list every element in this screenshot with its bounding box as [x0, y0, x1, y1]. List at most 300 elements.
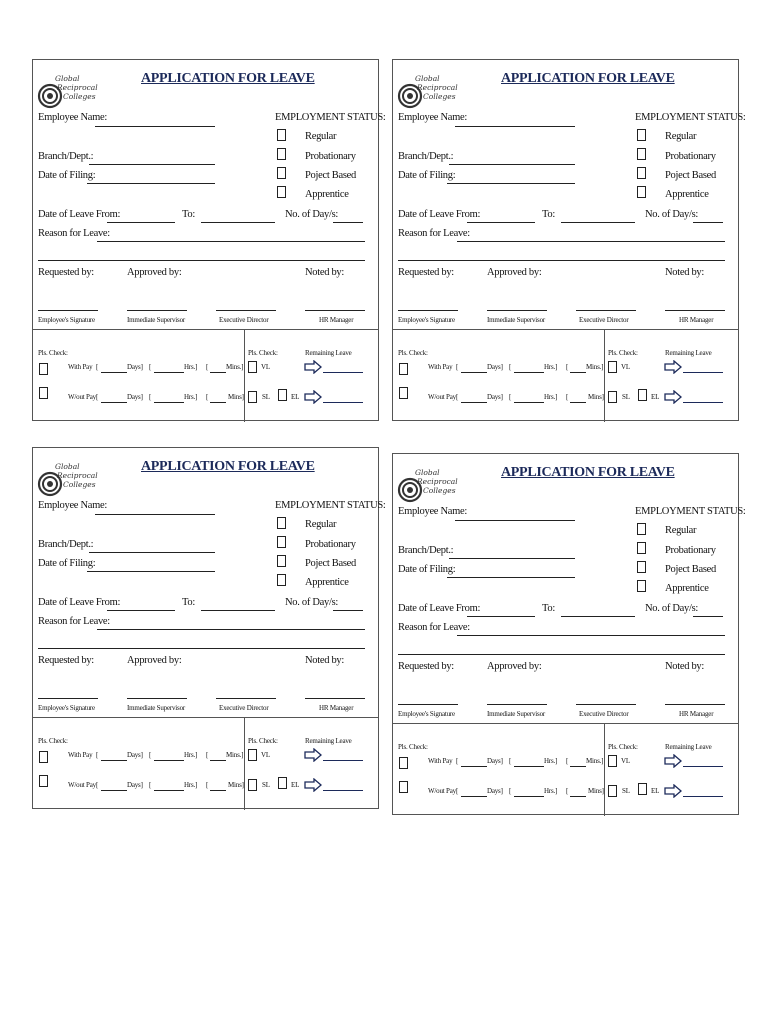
- leave-from-field[interactable]: [107, 610, 175, 611]
- wout-pay-checkbox[interactable]: [399, 781, 408, 793]
- wout-hrs-label: Hrs.]: [184, 393, 198, 401]
- status-probationary-label: Probationary: [305, 151, 356, 162]
- apprentice-checkbox[interactable]: [277, 186, 286, 198]
- remaining-leave-label: Remaining Leave: [305, 737, 352, 745]
- hr-signature-line[interactable]: [305, 698, 365, 699]
- remaining-sl-el-field[interactable]: [323, 790, 363, 791]
- mins-label: Mins.]: [586, 757, 604, 765]
- branch-dept-label: Branch/Dept.:: [38, 151, 94, 162]
- date-of-filing-field[interactable]: [87, 571, 215, 572]
- date-of-leave-from-label: Date of Leave From:: [38, 209, 121, 220]
- status-apprentice-label: Apprentice: [665, 583, 709, 594]
- branch-dept-field[interactable]: [449, 558, 575, 559]
- logo-line-2: Reciprocal: [57, 83, 98, 92]
- project-based-checkbox[interactable]: [277, 167, 286, 179]
- wout-hrs-label: Hrs.]: [544, 393, 558, 401]
- form-title: APPLICATION FOR LEAVE: [501, 71, 675, 86]
- supervisor-caption: Immediate Supervisor: [127, 704, 186, 712]
- status-probationary-label: Probationary: [665, 545, 716, 556]
- reason-field-line-2[interactable]: [398, 260, 725, 261]
- wout-pay-mins-field[interactable]: [210, 790, 226, 791]
- no-of-days-field[interactable]: [333, 222, 363, 223]
- employment-status-label: EMPLOYMENT STATUS:: [275, 112, 386, 123]
- college-logo: [37, 462, 97, 502]
- employee-name-label: Employee Name:: [398, 112, 467, 123]
- with-pay-hrs-bracket: [: [509, 363, 512, 371]
- employee-signature-line[interactable]: [38, 310, 98, 311]
- vl-checkbox[interactable]: [248, 749, 257, 761]
- probationary-checkbox[interactable]: [277, 148, 286, 160]
- wout-pay-label: W/out Pay[: [68, 781, 99, 789]
- to-label: To:: [182, 209, 195, 220]
- reason-field-line-1[interactable]: [97, 629, 365, 630]
- leave-form-bottom-left: [32, 447, 386, 809]
- right-arrow-icon: [304, 360, 322, 374]
- hr-manager-caption: HR Manager: [319, 316, 354, 324]
- days-label: Days]: [127, 363, 143, 371]
- section-divider: [393, 329, 738, 330]
- status-apprentice-label: Apprentice: [305, 189, 349, 200]
- date-of-leave-from-label: Date of Leave From:: [38, 597, 121, 608]
- requested-by-label: Requested by:: [398, 267, 454, 278]
- branch-dept-label: Branch/Dept.:: [38, 539, 94, 550]
- noted-by-label: Noted by:: [665, 267, 705, 278]
- branch-dept-label: Branch/Dept.:: [398, 545, 454, 556]
- right-arrow-icon: [664, 784, 682, 798]
- right-arrow-icon: [664, 390, 682, 404]
- director-caption: Executive Director: [219, 704, 269, 712]
- leave-from-field[interactable]: [467, 616, 535, 617]
- with-pay-checkbox[interactable]: [39, 751, 48, 763]
- with-pay-mins-bracket: [: [566, 757, 569, 765]
- leave-to-field[interactable]: [561, 222, 635, 223]
- no-of-days-label: No. of Day/s:: [645, 209, 698, 220]
- employee-signature-line[interactable]: [38, 698, 98, 699]
- with-pay-checkbox[interactable]: [39, 363, 48, 375]
- logo-line-3: Colleges: [423, 486, 456, 495]
- right-arrow-icon: [304, 390, 322, 404]
- with-pay-mins-field[interactable]: [570, 372, 586, 373]
- with-pay-mins-bracket: [: [566, 363, 569, 371]
- supervisor-signature-line[interactable]: [127, 698, 187, 699]
- probationary-checkbox[interactable]: [277, 536, 286, 548]
- wout-pay-days-field[interactable]: [461, 402, 487, 403]
- logo-line-1: Global: [415, 74, 440, 83]
- reason-field-line-2[interactable]: [398, 654, 725, 655]
- pls-check-label: Pls. Check:: [38, 737, 68, 745]
- reason-field-line-1[interactable]: [457, 635, 725, 636]
- college-logo: [397, 74, 457, 114]
- status-regular-label: Regular: [665, 525, 697, 536]
- with-pay-days-field[interactable]: [461, 372, 487, 373]
- employee-signature-caption: Employee's Signature: [398, 316, 455, 324]
- wout-days-label: Days]: [127, 781, 143, 789]
- with-pay-mins-field[interactable]: [570, 766, 586, 767]
- remaining-leave-label: Remaining Leave: [665, 743, 712, 751]
- form-title: APPLICATION FOR LEAVE: [141, 71, 315, 86]
- regular-checkbox[interactable]: [637, 523, 646, 535]
- with-pay-label: With Pay: [68, 751, 93, 759]
- section-divider: [393, 723, 738, 724]
- sl-label: SL: [262, 781, 270, 789]
- with-pay-hrs-field[interactable]: [154, 372, 184, 373]
- wout-hrs-label: Hrs.]: [544, 787, 558, 795]
- with-pay-mins-bracket: [: [206, 751, 209, 759]
- wout-pay-mins-bracket: [: [566, 393, 569, 401]
- pls-check-2-label: Pls. Check:: [248, 737, 278, 745]
- regular-checkbox[interactable]: [277, 129, 286, 141]
- form-title: APPLICATION FOR LEAVE: [501, 465, 675, 480]
- sl-label: SL: [622, 393, 630, 401]
- no-of-days-label: No. of Day/s:: [645, 603, 698, 614]
- regular-checkbox[interactable]: [277, 517, 286, 529]
- with-pay-hrs-field[interactable]: [514, 372, 544, 373]
- apprentice-checkbox[interactable]: [277, 574, 286, 586]
- vl-checkbox[interactable]: [248, 361, 257, 373]
- vl-checkbox[interactable]: [608, 755, 617, 767]
- wout-pay-hrs-field[interactable]: [154, 790, 184, 791]
- noted-by-label: Noted by:: [665, 661, 705, 672]
- remaining-vl-field[interactable]: [323, 372, 363, 373]
- approved-by-label: Approved by:: [487, 267, 542, 278]
- college-logo: [397, 468, 457, 508]
- with-pay-hrs-field[interactable]: [514, 766, 544, 767]
- to-label: To:: [542, 603, 555, 614]
- supervisor-caption: Immediate Supervisor: [487, 316, 546, 324]
- wout-pay-hrs-field[interactable]: [154, 402, 184, 403]
- wout-pay-mins-bracket: [: [566, 787, 569, 795]
- regular-checkbox[interactable]: [637, 129, 646, 141]
- sl-checkbox[interactable]: [248, 391, 257, 403]
- date-of-filing-field[interactable]: [447, 577, 575, 578]
- supervisor-signature-line[interactable]: [127, 310, 187, 311]
- wout-pay-mins-field[interactable]: [570, 402, 586, 403]
- employee-signature-caption: Employee's Signature: [38, 316, 95, 324]
- remaining-sl-el-field[interactable]: [683, 402, 723, 403]
- branch-dept-field[interactable]: [89, 164, 215, 165]
- leave-form-bottom-right: [392, 453, 746, 815]
- with-pay-days-field[interactable]: [461, 766, 487, 767]
- status-regular-label: Regular: [305, 519, 337, 530]
- hr-signature-line[interactable]: [665, 310, 725, 311]
- status-probationary-label: Probationary: [305, 539, 356, 550]
- date-of-filing-field[interactable]: [87, 183, 215, 184]
- with-pay-days-field[interactable]: [101, 760, 127, 761]
- with-pay-mins-field[interactable]: [210, 760, 226, 761]
- pls-check-2-label: Pls. Check:: [608, 349, 638, 357]
- hr-manager-caption: HR Manager: [319, 704, 354, 712]
- date-of-filing-label: Date of Filing:: [398, 564, 456, 575]
- noted-by-label: Noted by:: [305, 267, 345, 278]
- reason-field-line-2[interactable]: [38, 260, 365, 261]
- leave-to-field[interactable]: [201, 610, 275, 611]
- remaining-vl-field[interactable]: [323, 760, 363, 761]
- with-pay-days-bracket: [: [96, 751, 99, 759]
- approved-by-label: Approved by:: [127, 267, 182, 278]
- no-of-days-field[interactable]: [693, 222, 723, 223]
- sl-label: SL: [262, 393, 270, 401]
- wout-pay-checkbox[interactable]: [39, 775, 48, 787]
- hrs-label: Hrs.]: [184, 751, 198, 759]
- to-label: To:: [182, 597, 195, 608]
- wout-pay-hrs-bracket: [: [509, 787, 512, 795]
- with-pay-label: With Pay: [428, 363, 453, 371]
- with-pay-checkbox[interactable]: [399, 757, 408, 769]
- leave-to-field[interactable]: [201, 222, 275, 223]
- sl-checkbox[interactable]: [608, 391, 617, 403]
- reason-for-leave-label: Reason for Leave:: [38, 616, 110, 627]
- pls-check-label: Pls. Check:: [398, 349, 428, 357]
- date-of-filing-field[interactable]: [447, 183, 575, 184]
- mins-label: Mins.]: [226, 363, 244, 371]
- wout-pay-checkbox[interactable]: [399, 387, 408, 399]
- sl-checkbox[interactable]: [248, 779, 257, 791]
- project-based-checkbox[interactable]: [277, 555, 286, 567]
- wout-pay-label: W/out Pay[: [428, 787, 459, 795]
- wout-hrs-label: Hrs.]: [184, 781, 198, 789]
- right-arrow-icon: [304, 748, 322, 762]
- logo-line-3: Colleges: [423, 92, 456, 101]
- with-pay-days-bracket: [: [456, 757, 459, 765]
- director-caption: Executive Director: [579, 316, 629, 324]
- with-pay-days-bracket: [: [96, 363, 99, 371]
- project-based-checkbox[interactable]: [637, 167, 646, 179]
- reason-field-line-2[interactable]: [38, 648, 365, 649]
- section-vertical-divider: [604, 329, 605, 422]
- logo-line-1: Global: [55, 74, 80, 83]
- pls-check-2-label: Pls. Check:: [608, 743, 638, 751]
- employee-signature-caption: Employee's Signature: [398, 710, 455, 718]
- right-arrow-icon: [664, 360, 682, 374]
- with-pay-days-field[interactable]: [101, 372, 127, 373]
- director-caption: Executive Director: [579, 710, 629, 718]
- employee-name-field[interactable]: [455, 520, 575, 521]
- wout-pay-days-field[interactable]: [101, 790, 127, 791]
- employee-signature-line[interactable]: [398, 310, 458, 311]
- status-apprentice-label: Apprentice: [665, 189, 709, 200]
- hr-signature-line[interactable]: [665, 704, 725, 705]
- apprentice-checkbox[interactable]: [637, 580, 646, 592]
- status-regular-label: Regular: [665, 131, 697, 142]
- remaining-sl-el-field[interactable]: [683, 796, 723, 797]
- wout-pay-mins-bracket: [: [206, 393, 209, 401]
- logo-line-3: Colleges: [63, 480, 96, 489]
- with-pay-days-bracket: [: [456, 363, 459, 371]
- with-pay-label: With Pay: [68, 363, 93, 371]
- el-checkbox[interactable]: [638, 783, 647, 795]
- reason-field-line-1[interactable]: [97, 241, 365, 242]
- vl-label: VL: [621, 363, 630, 371]
- vl-label: VL: [621, 757, 630, 765]
- el-label: EL: [651, 787, 660, 795]
- wout-pay-label: W/out Pay[: [428, 393, 459, 401]
- employee-signature-line[interactable]: [398, 704, 458, 705]
- days-label: Days]: [487, 757, 503, 765]
- wout-pay-hrs-bracket: [: [509, 393, 512, 401]
- pls-check-2-label: Pls. Check:: [248, 349, 278, 357]
- el-checkbox[interactable]: [278, 389, 287, 401]
- logo-line-2: Reciprocal: [417, 83, 458, 92]
- with-pay-label: With Pay: [428, 757, 453, 765]
- reason-for-leave-label: Reason for Leave:: [398, 228, 470, 239]
- employee-name-field[interactable]: [455, 126, 575, 127]
- wout-pay-mins-field[interactable]: [570, 796, 586, 797]
- logo-line-3: Colleges: [63, 92, 96, 101]
- with-pay-hrs-bracket: [: [149, 751, 152, 759]
- leave-form-top-right: [392, 59, 746, 421]
- logo-line-1: Global: [55, 462, 80, 471]
- wout-pay-hrs-field[interactable]: [514, 796, 544, 797]
- wout-pay-days-field[interactable]: [461, 796, 487, 797]
- employment-status-label: EMPLOYMENT STATUS:: [635, 112, 746, 123]
- requested-by-label: Requested by:: [38, 655, 94, 666]
- form-title: APPLICATION FOR LEAVE: [141, 459, 315, 474]
- director-signature-line[interactable]: [216, 310, 276, 311]
- remaining-sl-el-field[interactable]: [323, 402, 363, 403]
- sl-label: SL: [622, 787, 630, 795]
- remaining-leave-label: Remaining Leave: [665, 349, 712, 357]
- right-arrow-icon: [664, 754, 682, 768]
- approved-by-label: Approved by:: [127, 655, 182, 666]
- no-of-days-field[interactable]: [333, 610, 363, 611]
- status-project-based-label: Poject Based: [305, 558, 356, 569]
- hr-signature-line[interactable]: [305, 310, 365, 311]
- sl-checkbox[interactable]: [608, 785, 617, 797]
- wout-pay-hrs-bracket: [: [149, 393, 152, 401]
- hrs-label: Hrs.]: [544, 363, 558, 371]
- wout-mins-label: Mins]: [588, 393, 604, 401]
- employee-name-label: Employee Name:: [38, 112, 107, 123]
- wout-pay-days-field[interactable]: [101, 402, 127, 403]
- vl-checkbox[interactable]: [608, 361, 617, 373]
- leave-to-field[interactable]: [561, 616, 635, 617]
- remaining-leave-label: Remaining Leave: [305, 349, 352, 357]
- section-divider: [33, 329, 378, 330]
- hrs-label: Hrs.]: [184, 363, 198, 371]
- section-vertical-divider: [244, 329, 245, 422]
- status-project-based-label: Poject Based: [665, 564, 716, 575]
- date-of-filing-label: Date of Filing:: [398, 170, 456, 181]
- pls-check-label: Pls. Check:: [38, 349, 68, 357]
- days-label: Days]: [487, 363, 503, 371]
- section-vertical-divider: [604, 723, 605, 816]
- reason-field-line-1[interactable]: [457, 241, 725, 242]
- wout-pay-mins-field[interactable]: [210, 402, 226, 403]
- supervisor-signature-line[interactable]: [487, 704, 547, 705]
- el-checkbox[interactable]: [638, 389, 647, 401]
- supervisor-caption: Immediate Supervisor: [487, 710, 546, 718]
- with-pay-hrs-bracket: [: [509, 757, 512, 765]
- wout-pay-hrs-bracket: [: [149, 781, 152, 789]
- mins-label: Mins.]: [586, 363, 604, 371]
- no-of-days-label: No. of Day/s:: [285, 209, 338, 220]
- with-pay-checkbox[interactable]: [399, 363, 408, 375]
- status-apprentice-label: Apprentice: [305, 577, 349, 588]
- hr-manager-caption: HR Manager: [679, 710, 714, 718]
- wout-pay-mins-bracket: [: [206, 781, 209, 789]
- remaining-vl-field[interactable]: [683, 372, 723, 373]
- wout-pay-checkbox[interactable]: [39, 387, 48, 399]
- leave-from-field[interactable]: [107, 222, 175, 223]
- status-regular-label: Regular: [305, 131, 337, 142]
- logo-line-1: Global: [415, 468, 440, 477]
- reason-for-leave-label: Reason for Leave:: [398, 622, 470, 633]
- with-pay-mins-bracket: [: [206, 363, 209, 371]
- date-of-leave-from-label: Date of Leave From:: [398, 209, 481, 220]
- wout-days-label: Days]: [487, 787, 503, 795]
- branch-dept-field[interactable]: [89, 552, 215, 553]
- date-of-filing-label: Date of Filing:: [38, 170, 96, 181]
- status-project-based-label: Poject Based: [305, 170, 356, 181]
- requested-by-label: Requested by:: [38, 267, 94, 278]
- wout-pay-hrs-field[interactable]: [514, 402, 544, 403]
- leave-from-field[interactable]: [467, 222, 535, 223]
- wout-mins-label: Mins]: [228, 781, 244, 789]
- wout-days-label: Days]: [127, 393, 143, 401]
- with-pay-mins-field[interactable]: [210, 372, 226, 373]
- employee-name-label: Employee Name:: [38, 500, 107, 511]
- wout-mins-label: Mins]: [228, 393, 244, 401]
- director-signature-line[interactable]: [576, 704, 636, 705]
- branch-dept-label: Branch/Dept.:: [398, 151, 454, 162]
- leave-form-top-left: [32, 59, 386, 421]
- section-vertical-divider: [244, 717, 245, 810]
- noted-by-label: Noted by:: [305, 655, 345, 666]
- director-signature-line[interactable]: [576, 310, 636, 311]
- employment-status-label: EMPLOYMENT STATUS:: [275, 500, 386, 511]
- no-of-days-field[interactable]: [693, 616, 723, 617]
- probationary-checkbox[interactable]: [637, 148, 646, 160]
- branch-dept-field[interactable]: [449, 164, 575, 165]
- employee-signature-caption: Employee's Signature: [38, 704, 95, 712]
- to-label: To:: [542, 209, 555, 220]
- employment-status-label: EMPLOYMENT STATUS:: [635, 506, 746, 517]
- employee-name-label: Employee Name:: [398, 506, 467, 517]
- supervisor-signature-line[interactable]: [487, 310, 547, 311]
- hr-manager-caption: HR Manager: [679, 316, 714, 324]
- director-caption: Executive Director: [219, 316, 269, 324]
- remaining-vl-field[interactable]: [683, 766, 723, 767]
- director-signature-line[interactable]: [216, 698, 276, 699]
- wout-pay-label: W/out Pay[: [68, 393, 99, 401]
- approved-by-label: Approved by:: [487, 661, 542, 672]
- project-based-checkbox[interactable]: [637, 561, 646, 573]
- vl-label: VL: [261, 363, 270, 371]
- with-pay-hrs-field[interactable]: [154, 760, 184, 761]
- requested-by-label: Requested by:: [398, 661, 454, 672]
- pls-check-label: Pls. Check:: [398, 743, 428, 751]
- probationary-checkbox[interactable]: [637, 542, 646, 554]
- el-label: EL: [651, 393, 660, 401]
- vl-label: VL: [261, 751, 270, 759]
- logo-line-2: Reciprocal: [57, 471, 98, 480]
- wout-days-label: Days]: [487, 393, 503, 401]
- status-project-based-label: Poject Based: [665, 170, 716, 181]
- date-of-leave-from-label: Date of Leave From:: [398, 603, 481, 614]
- el-label: EL: [291, 393, 300, 401]
- logo-line-2: Reciprocal: [417, 477, 458, 486]
- right-arrow-icon: [304, 778, 322, 792]
- mins-label: Mins.]: [226, 751, 244, 759]
- status-probationary-label: Probationary: [665, 151, 716, 162]
- el-label: EL: [291, 781, 300, 789]
- date-of-filing-label: Date of Filing:: [38, 558, 96, 569]
- employee-name-field[interactable]: [95, 126, 215, 127]
- employee-name-field[interactable]: [95, 514, 215, 515]
- apprentice-checkbox[interactable]: [637, 186, 646, 198]
- el-checkbox[interactable]: [278, 777, 287, 789]
- hrs-label: Hrs.]: [544, 757, 558, 765]
